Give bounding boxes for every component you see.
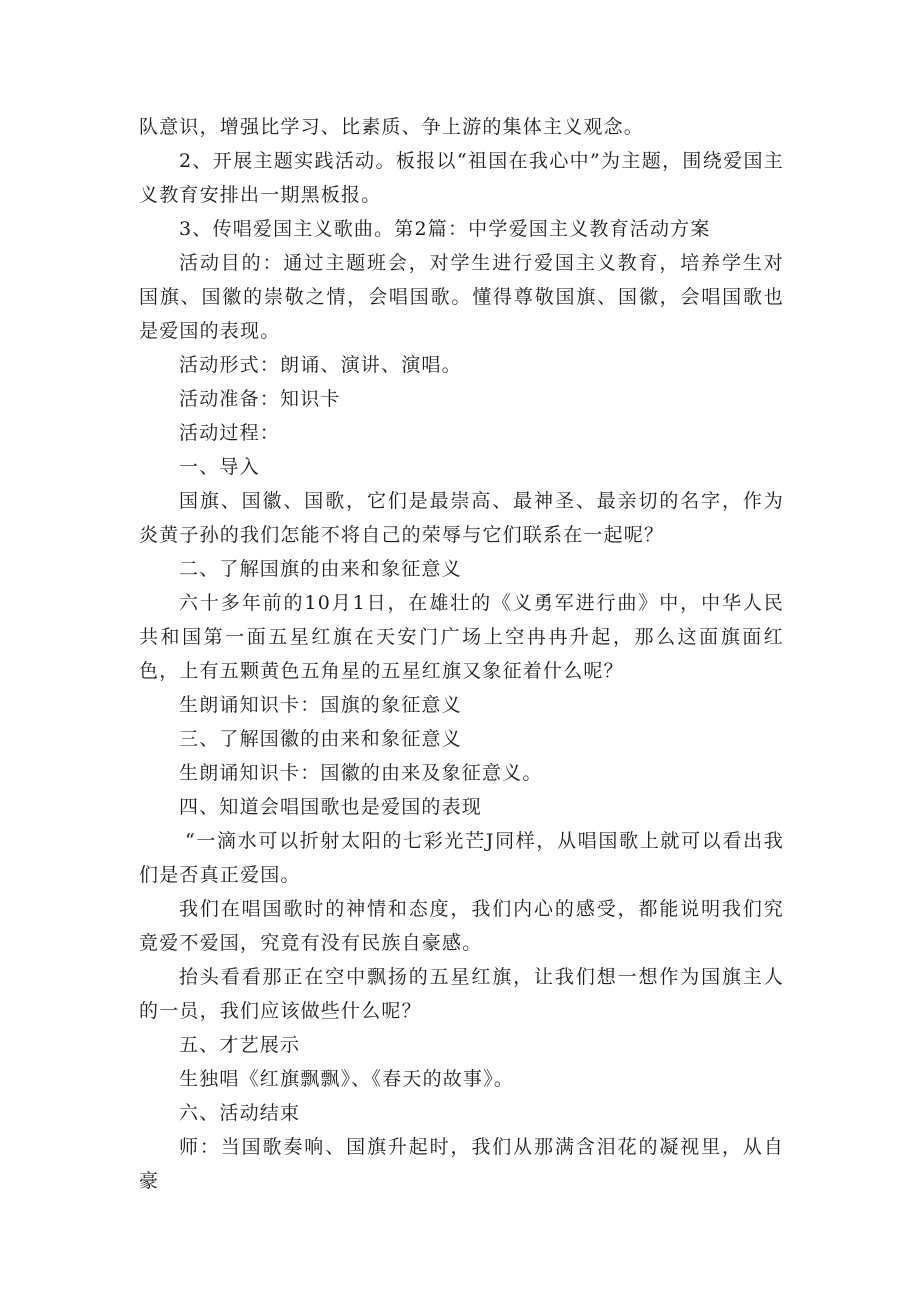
section-heading-5: 五、才艺展示 <box>179 1034 301 1056</box>
paragraph-4: 活动目的：通过主题班会，对学生进行爱国主义教育，培养学生对国旗、国徽的崇敬之情，会唱国歌。懂得尊敬国旗、国徽，会唱国歌也是爱国的表现。 <box>139 252 784 342</box>
paragraph-18: 抬头看看那正在空中飘扬的五星红旗，让我们想一想作为国旗主人的一员，我们应该做些什么呢？ <box>139 966 784 1022</box>
paragraph-17: 我们在唱国歌时的神情和态度，我们内心的感受，都能说明我们究竟爱不爱国，究竟有没有民族自豪感。 <box>139 898 784 954</box>
section-heading-4: 四、知道会唱国歌也是爱国的表现 <box>179 796 483 818</box>
paragraph-6: 活动准备：知识卡 <box>179 388 341 410</box>
paragraph-1: 队意识，增强比学习、比素质、争上游的集体主义观念。 <box>139 116 645 138</box>
document-body <box>139 110 784 1198</box>
paragraph-7: 活动过程： <box>179 422 281 444</box>
section-heading-3: 三、了解国徽的由来和象征意义 <box>179 728 462 750</box>
section-heading-1: 一、导入 <box>179 456 260 478</box>
paragraph-22: 师：当国歌奏响、国旗升起时，我们从那满含泪花的凝视里，从自豪 <box>139 1136 784 1192</box>
paragraph-14: 生朗诵知识卡：国徽的由来及象征意义。 <box>179 762 543 784</box>
paragraph-9: 国旗、国徽、国歌，它们是最崇高、最神圣、最亲切的名字，作为炎黄子孙的我们怎能不将自己的荣辱与它们联系在一起呢？ <box>139 490 784 546</box>
paragraph-5: 活动形式：朗诵、演讲、演唱。 <box>179 354 462 376</box>
paragraph-2: 2、开展主题实践活动。板报以“祖国在我心中”为主题，围绕爱国主义教育安排出一期黑板报。 <box>139 150 784 206</box>
paragraph-16: “一滴水可以折射太阳的七彩光芒J同样，从唱国歌上就可以看出我们是否真正爱国。 <box>139 830 784 886</box>
paragraph-12: 生朗诵知识卡：国旗的象征意义 <box>179 694 462 716</box>
paragraph-20: 生独唱《红旗飘飘》、《春天的故事》。 <box>179 1068 515 1090</box>
section-heading-2: 二、了解国旗的由来和象征意义 <box>179 558 462 580</box>
paragraph-3: 3、传唱爱国主义歌曲。第2篇：中学爱国主义教育活动方案 <box>179 218 711 240</box>
section-heading-6: 六、活动结束 <box>179 1102 301 1124</box>
paragraph-11: 六十多年前的10月1日，在雄壮的《义勇军进行曲》中，中华人民共和国第一面五星红旗在天安门广场上空冉冉升起，那么这面旗面红色，上有五颗黄色五角星的五星红旗又象征着什么呢？ <box>139 592 784 682</box>
